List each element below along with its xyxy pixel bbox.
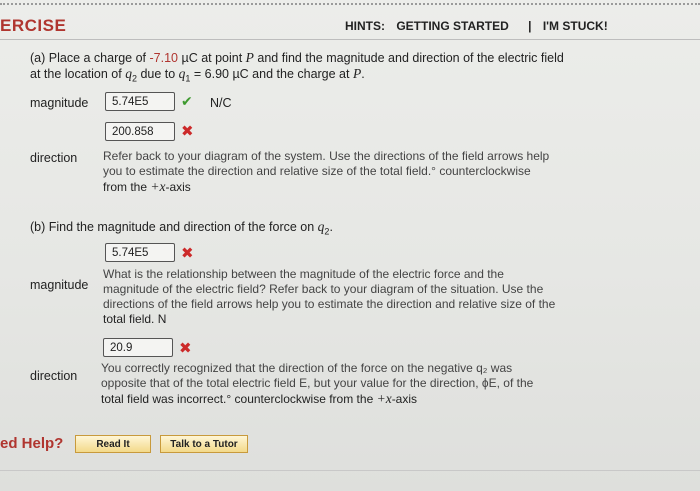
part-b-direction-input[interactable]: 20.9 <box>103 338 173 357</box>
part-b-magnitude-label: magnitude <box>30 278 89 292</box>
part-b-direction-feedback: You correctly recognized that the direction of the force on the negative q₂ was opposite that of the total electric field E, but your value for the direction, ϕE, of the total field was incorrect.° counterclockwise from the +x-axis <box>101 361 534 406</box>
hints-bar <box>345 19 616 33</box>
part-a-question <box>30 50 564 87</box>
part-b-question: (b) Find the magnitude and direction of the force on $q_2$. <box>30 219 333 237</box>
part-a-magnitude-unit: N/C <box>210 96 232 110</box>
incorrect-x-icon: ✖ <box>181 123 194 140</box>
part-a-direction-feedback: Refer back to your diagram of the system. Use the directions of the field arrows help you to estimate the direction and relative size of the total field.° counterclockwise from the +x-axis <box>103 149 550 194</box>
part-a-magnitude-label: magnitude <box>30 96 89 110</box>
part-b-magnitude-feedback: What is the relationship between the magnitude of the electric force and the magnitude of the electric field? Refer back to your diagram of the situation. Use the directions of the field arrows help you to estimate the direction and relative size of the total field. N <box>103 267 556 326</box>
talk-to-tutor-button[interactable]: Talk to a Tutor <box>160 435 248 453</box>
part-a-line-2: at the location of $q_2$ due to $q_1 = 6.90$ µC and the charge at P. <box>30 66 365 84</box>
part-a-direction-input[interactable]: 200.858 <box>105 122 175 141</box>
correct-check-icon: ✔ <box>181 93 193 109</box>
part-b-magnitude-input[interactable]: 5.74E5 <box>105 243 175 262</box>
part-a-direction-label: direction <box>30 151 78 165</box>
read-it-button[interactable]: Read It <box>75 435 151 453</box>
part-a-magnitude-input[interactable]: 5.74E5 <box>105 92 175 111</box>
hints-label: HINTS: <box>345 19 385 33</box>
part-a-line-1: (a) Place a charge of -7.10 µC at point P and find the magnitude and direction of the electric field <box>30 50 564 65</box>
dotted-divider <box>0 3 700 5</box>
incorrect-x-icon: ✖ <box>181 245 194 262</box>
charge-value: -7.10 <box>149 51 179 65</box>
footer-divider <box>0 470 700 471</box>
getting-started-link[interactable]: GETTING STARTED <box>396 19 509 33</box>
header-divider <box>0 39 700 40</box>
incorrect-x-icon: ✖ <box>179 340 192 357</box>
im-stuck-link[interactable]: I'M STUCK! <box>542 19 608 33</box>
need-help-label: ed Help? <box>0 435 64 452</box>
page-title: ERCISE <box>0 16 67 35</box>
part-b-direction-label: direction <box>30 369 78 383</box>
hints-separator: | <box>528 19 532 33</box>
